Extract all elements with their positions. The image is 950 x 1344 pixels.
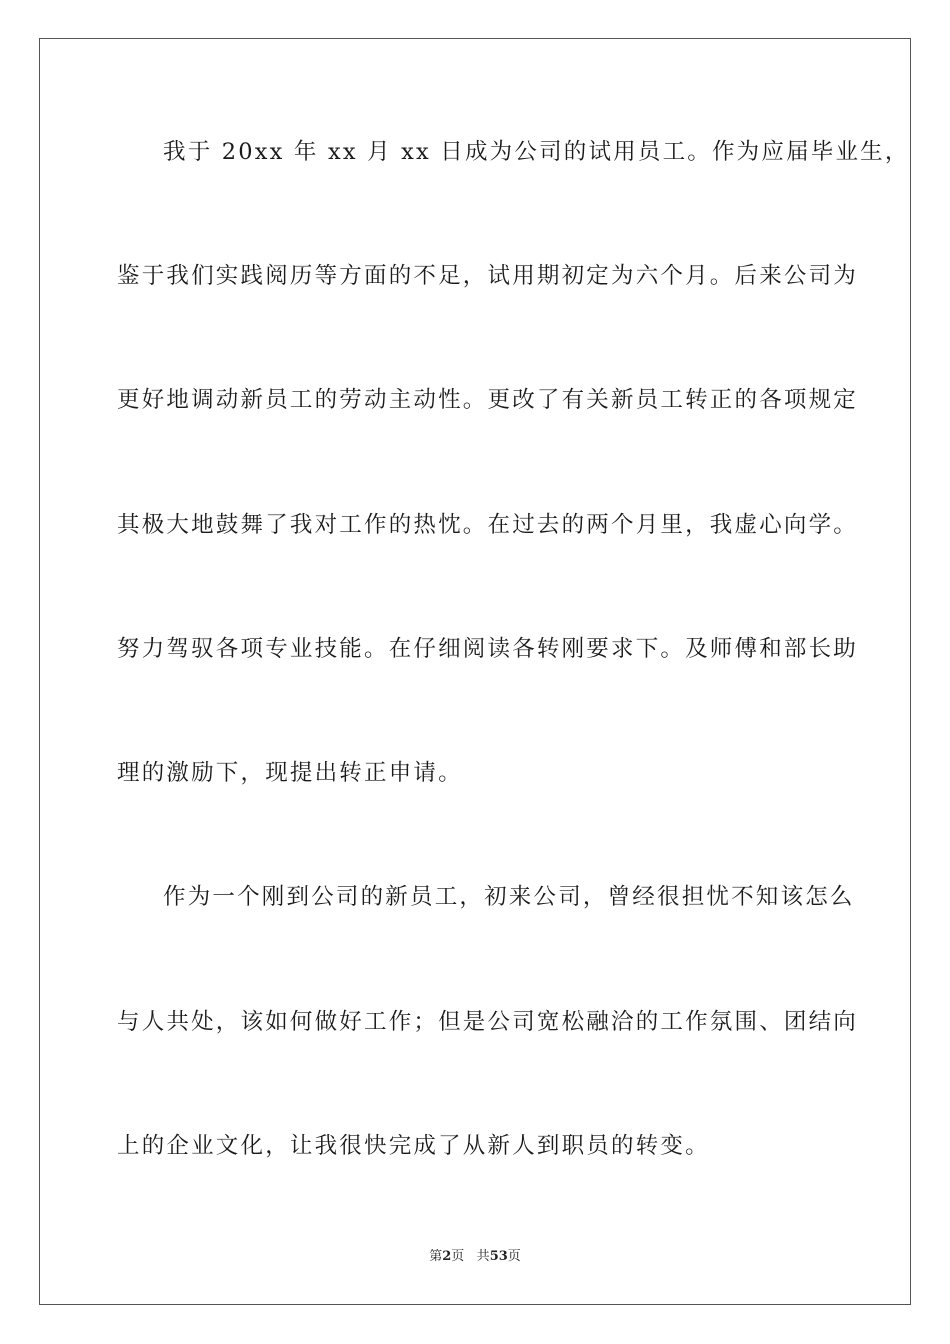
paragraph-2-line-3: 上的企业文化，让我很快完成了从新人到职员的转变。	[117, 1133, 710, 1159]
footer-total-prefix: 共	[476, 1249, 490, 1264]
footer-total-pages: 53	[489, 1249, 508, 1264]
paragraph-1-line-1: 我于 20xx 年 xx 月 xx 日成为公司的试用员工。作为应届毕业生，	[163, 139, 910, 165]
paragraph-2-line-2: 与人共处，该如何做好工作；但是公司宽松融洽的工作氛围、团结向	[117, 1009, 859, 1035]
paragraph-1-line-2: 鉴于我们实践阅历等方面的不足，试用期初定为六个月。后来公司为	[117, 263, 859, 289]
footer-page-suffix: 页	[451, 1249, 465, 1264]
paragraph-2-line-1: 作为一个刚到公司的新员工，初来公司，曾经很担忧不知该怎么	[163, 884, 855, 910]
footer-page-prefix: 第	[429, 1249, 443, 1264]
page-footer	[0, 1248, 950, 1266]
paragraph-1-line-4: 其极大地鼓舞了我对工作的热忱。在过去的两个月里，我虚心向学。	[117, 512, 859, 538]
paragraph-1-line-6: 理的激励下，现提出转正申请。	[117, 760, 463, 786]
paragraph-1-line-5: 努力驾驭各项专业技能。在仔细阅读各转刚要求下。及师傅和部长助	[117, 636, 859, 662]
footer-total-suffix: 页	[507, 1249, 521, 1264]
paragraph-1-line-3: 更好地调动新员工的劳动主动性。更改了有关新员工转正的各项规定	[117, 387, 859, 413]
page-border	[39, 38, 911, 1305]
footer-page-number: 2	[442, 1249, 452, 1264]
